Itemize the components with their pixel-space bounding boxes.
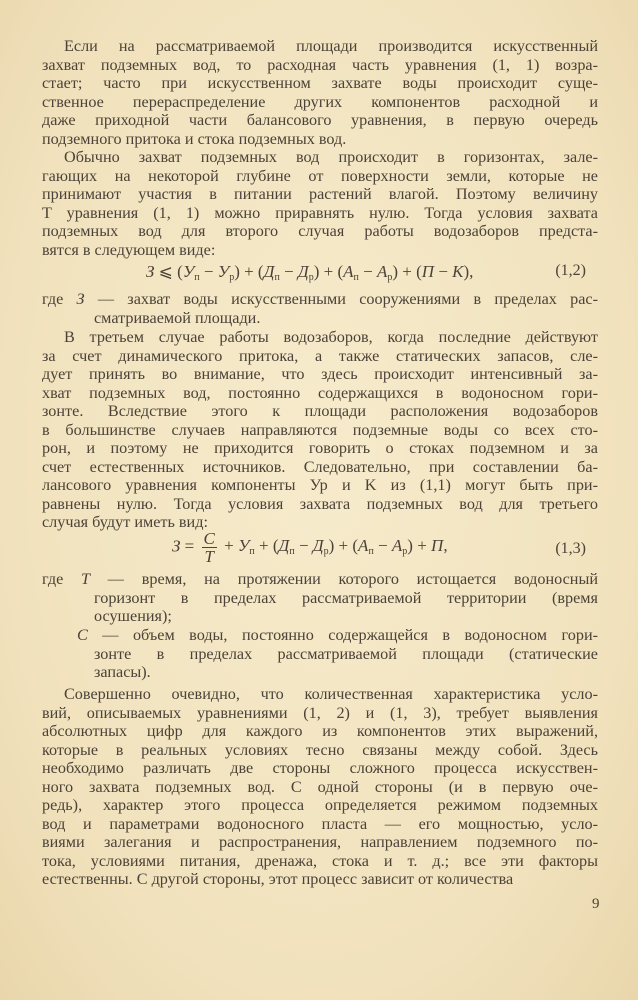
text-line: гающих на некоторой глубине от поверхности земли, которые не — [42, 166, 598, 185]
formula-symbol: У — [237, 536, 250, 556]
formula-operator: ) + ( — [392, 262, 422, 281]
formula-number: (1,2) — [555, 262, 586, 279]
formula-symbol: З — [146, 262, 155, 281]
definition-z — [42, 290, 598, 327]
text-line: дует принять во внимание, что здесь происходит интенсивный за- — [42, 365, 598, 383]
formula-symbol: А — [343, 262, 354, 281]
text-line: вий, описываемых уравнениями (1, 2) и (1, 3), требует выявления — [42, 703, 598, 722]
formula-operator: ⩽ ( — [154, 262, 183, 281]
page-number: 9 — [592, 896, 600, 912]
text-line: абсолютных цифр для каждого из компонентов этих выражений, — [42, 722, 598, 740]
formula-operator: ) + ( — [313, 262, 344, 281]
formula-subscript: п — [194, 272, 200, 283]
definition-text: — захват воды искусственными сооружениями в пределах рас- — [97, 290, 599, 308]
formula-operator: − — [199, 262, 218, 281]
formula-symbol: У — [217, 262, 230, 281]
paragraph-4 — [42, 685, 598, 889]
text-line: за счет динамического притока, а также статических запасов, сле- — [42, 346, 598, 365]
formula-operator: + — [219, 536, 238, 556]
text-line: В третьем случае работы водозаборов, когда последние действуют — [64, 328, 598, 346]
formula-symbol: А — [391, 536, 403, 556]
text-line: лансового уравнения компоненты Ур и K из (1,1) могут быть при- — [42, 476, 598, 494]
text-line: T уравнения (1, 1) можно приравнять нулю. Тогда условия захвата — [42, 203, 598, 222]
formula-subscript: п — [249, 546, 255, 558]
definition-text: сматриваемой площади. — [94, 308, 261, 327]
formula-symbol: К — [452, 262, 464, 281]
text-line: подземного притока и стока подземных вод. — [42, 129, 347, 148]
equals-sign: = — [180, 536, 199, 556]
formula-subscript: р — [308, 272, 314, 283]
definition-text: запасы). — [94, 663, 151, 681]
formula-symbol: Д — [297, 262, 309, 281]
formula-1-3-body — [219, 536, 448, 558]
formula-subscript: р — [387, 272, 393, 283]
formula-operator: − — [358, 262, 377, 281]
symbol-c: C — [77, 626, 88, 644]
formula-symbol: П — [421, 262, 435, 281]
formula-subscript: п — [368, 546, 374, 558]
text-line: естественны. С другой стороны, этот процесс зависит от количества — [42, 870, 514, 888]
text-line: стает; часто при искусственном захвате воды происходит суще- — [42, 74, 598, 92]
formula-subscript: п — [353, 272, 359, 283]
text-line: тока, условиями питания, дренажа, стока и т. д.; все эти факторы — [42, 851, 598, 870]
formula-operator: ), — [463, 262, 474, 281]
text-line: рон, и поэтому не приходится говорить о стоках подземном и за — [42, 439, 598, 457]
formula-operator: + ( — [254, 536, 279, 556]
definition-text: — время, на протяжении которого истощается водоносный — [107, 570, 599, 588]
fraction — [202, 530, 217, 565]
text-line: равнены нулю. Тогда условия захвата подземных вод для третьего — [42, 494, 598, 513]
text-line: редь), характер этого процесса определяется режимом подземных — [42, 796, 598, 814]
formula-operator: − — [294, 536, 313, 556]
text-line: Обычно захват подземных вод происходит в горизонтах, зале- — [64, 148, 598, 166]
definition-t — [42, 570, 598, 626]
text-line: хват подземных вод, постоянно содержащихся в водоносном гори- — [42, 383, 598, 402]
paragraph-2 — [42, 148, 598, 259]
formula-operator: ) + ( — [328, 536, 359, 556]
fraction-denominator: T — [204, 547, 214, 566]
formula-subscript: р — [323, 546, 329, 558]
text-line: ственное перераспределение других компонентов расходной и — [42, 92, 598, 111]
formula-operator: − — [279, 262, 298, 281]
where-label: где — [42, 570, 64, 588]
formula-subscript: р — [402, 546, 408, 558]
text-line: зонте. Вследствие этого к площади расположения водозаборов — [42, 402, 598, 420]
text-line: случая будут иметь вид: — [42, 513, 208, 531]
formula-operator: − — [373, 536, 392, 556]
paragraph-3 — [42, 328, 598, 532]
text-line: в большинстве случаев направляются подземные воды со всех сто- — [42, 420, 598, 439]
definition-text: горизонт в пределах рассматриваемой территории (время — [94, 588, 598, 607]
text-line: вод и параметрами водоносного пласта — его мощностью, усло- — [42, 814, 598, 833]
symbol-z: З — [172, 536, 181, 556]
formula-subscript: п — [274, 272, 280, 283]
formula-number: (1,3) — [555, 540, 586, 557]
formula-operator: ) + ( — [234, 262, 264, 281]
text-line: захват подземных вод, то расходная часть уравнения (1, 1) возра- — [42, 55, 598, 74]
text-line: ного захвата подземных вод. С одной стороны (и в первую оче- — [42, 777, 598, 796]
formula-symbol: А — [376, 262, 388, 281]
text-line: Если на рассматриваемой площади производится искусственный — [64, 37, 598, 55]
symbol-t: T — [81, 570, 91, 588]
where-label: где — [42, 290, 64, 308]
definition-c — [42, 626, 598, 682]
text-line: вятся в следующем виде: — [42, 240, 216, 259]
text-line: счет естественных источников. Следовательно, при составлении ба- — [42, 457, 598, 476]
definition-text: осушения); — [94, 607, 172, 625]
definition-text: зонте в пределах рассматриваемой площади (статические — [94, 644, 598, 663]
formula-operator: , — [443, 536, 448, 556]
symbol-z: З — [76, 290, 85, 308]
text-line: необходимо различать две стороны сложного процесса искусствен- — [42, 759, 598, 777]
formula-subscript: п — [289, 546, 295, 558]
text-line: даже приходной части балансового уравнения, в первую очередь — [42, 111, 598, 129]
formula-operator: − — [434, 262, 453, 281]
formula-operator: ) + — [407, 536, 432, 556]
text-line: которые в реальных условиях тесно связаны между собой. Здесь — [42, 740, 598, 759]
definition-text: — объем воды, постоянно содержащейся в водоносном гори- — [102, 626, 599, 644]
fraction-numerator: C — [203, 529, 215, 548]
paragraph-1 — [42, 37, 598, 148]
text-line: подземных вод для второго случая работы водозаборов предста- — [42, 222, 598, 240]
formula-symbol: Д — [263, 262, 275, 281]
text-line: Совершенно очевидно, что количественная характеристика усло- — [64, 685, 598, 703]
formula-1-2-body — [146, 262, 473, 282]
formula-subscript: р — [229, 272, 235, 283]
formula-symbol: П — [431, 536, 444, 556]
formula-symbol: А — [358, 536, 369, 556]
formula-symbol: У — [182, 262, 195, 281]
formula-symbol: Д — [312, 536, 324, 556]
text-line: принимают участия в питании растений влагой. Поэтому величину — [42, 185, 598, 203]
text-line: виями залегания и распространения, направлением подземного по- — [42, 833, 598, 851]
formula-symbol: Д — [278, 536, 290, 556]
